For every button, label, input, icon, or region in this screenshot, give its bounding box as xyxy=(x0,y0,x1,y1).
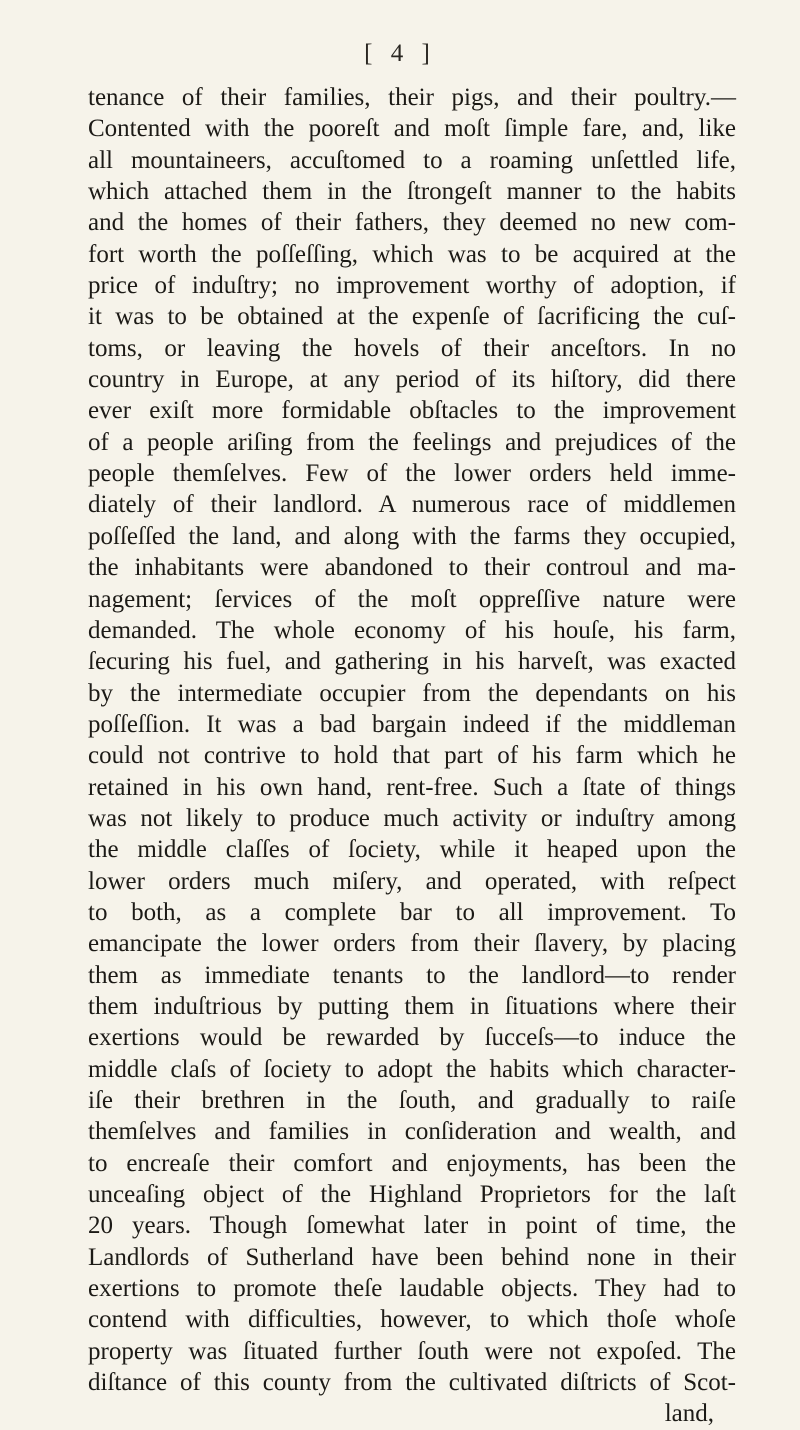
text-line: tenance of their families, their pigs, and their poultry.— xyxy=(88,84,736,111)
text-line: retained in his own hand, rent-free. Such a ſtate of things xyxy=(88,773,736,801)
text-line: Landlords of Sutherland have been behind none in their xyxy=(88,1243,736,1271)
text-line: exertions would be rewarded by ſucceſs—to induce the xyxy=(88,1024,736,1052)
text-line: to both, as a complete bar to all improvement. To xyxy=(88,898,736,926)
text-line: nagement; ſervices of the moſt oppreſſive nature were xyxy=(88,585,736,613)
text-line: of a people ariſing from the feelings and prejudices of the xyxy=(88,428,736,456)
text-line: to encreaſe their comfort and enjoyments, has been the xyxy=(88,1149,736,1177)
text-line: price of induſtry; no improvement worthy of adoption, if xyxy=(88,272,736,300)
text-line: and the homes of their fathers, they deemed no new com- xyxy=(88,209,736,237)
text-line: the inhabitants were abandoned to their controul and ma- xyxy=(88,554,736,582)
text-line: was not likely to produce much activity or induſtry among xyxy=(88,804,736,832)
text-line: poſſeſſed the land, and along with the farms they occupied, xyxy=(88,522,736,550)
text-line: diſtance of this county from the cultivated diſtricts of Scot- xyxy=(88,1369,736,1397)
text-line: iſe their brethren in the ſouth, and gradually to raiſe xyxy=(88,1087,736,1114)
catchword: land, xyxy=(664,1400,714,1428)
text-line: contend with difficulties, however, to which thoſe whoſe xyxy=(88,1306,736,1334)
text-line: poſſeſſion. It was a bad bargain indeed if the middleman xyxy=(88,710,736,738)
text-line: toms, or leaving the hovels of their anceſtors. In no xyxy=(88,334,736,362)
text-line: exertions to promote theſe laudable objects. They had to xyxy=(88,1275,736,1303)
text-line: it was to be obtained at the expenſe of ſacrificing the cuſ- xyxy=(88,303,736,331)
text-line: fort worth the poſſeſſing, which was to be acquired at the xyxy=(88,240,736,268)
text-line: them induſtrious by putting them in ſituations where their xyxy=(88,992,736,1020)
text-line: could not contrive to hold that part of his farm which he xyxy=(88,742,736,770)
text-line: country in Europe, at any period of its hiſtory, did there xyxy=(88,366,736,394)
page-number: [ 4 ] xyxy=(364,40,436,67)
text-line: unceaſing object of the Highland Proprietors for the laſt xyxy=(88,1181,736,1209)
text-line: emancipate the lower orders from their ſlavery, by placing xyxy=(88,930,736,958)
text-line: Contented with the pooreſt and moſt ſimple fare, and, like xyxy=(88,115,736,143)
text-line: them as immediate tenants to the landlord—to render xyxy=(88,961,736,989)
text-line: property was ſituated further ſouth were not expoſed. The xyxy=(88,1337,736,1365)
text-line: which attached them in the ſtrongeſt manner to the habits xyxy=(88,178,736,206)
text-line: themſelves and families in conſideration and wealth, and xyxy=(88,1118,736,1146)
text-line: by the intermediate occupier from the dependants on his xyxy=(88,679,736,707)
text-line: middle claſs of ſociety to adopt the habits which character- xyxy=(88,1055,736,1083)
text-line: lower orders much miſery, and operated, with reſpect xyxy=(88,867,736,895)
text-line: diately of their landlord. A numerous race of middlemen xyxy=(88,491,736,519)
text-line: the middle claſſes of ſociety, while it heaped upon the xyxy=(88,836,736,864)
text-line: demanded. The whole economy of his houſe, his farm, xyxy=(88,616,736,644)
text-line: ſecuring his fuel, and gathering in his harveſt, was exacted xyxy=(88,648,736,676)
text-line: all mountaineers, accuſtomed to a roaming unſettled life, xyxy=(88,146,736,174)
body-text xyxy=(88,82,736,1430)
text-line: ever exiſt more formidable obſtacles to the improvement xyxy=(88,397,736,425)
text-line: 20 years. Though ſomewhat later in point of time, the xyxy=(88,1212,736,1240)
text-line: people themſelves. Few of the lower orders held imme- xyxy=(88,460,736,488)
